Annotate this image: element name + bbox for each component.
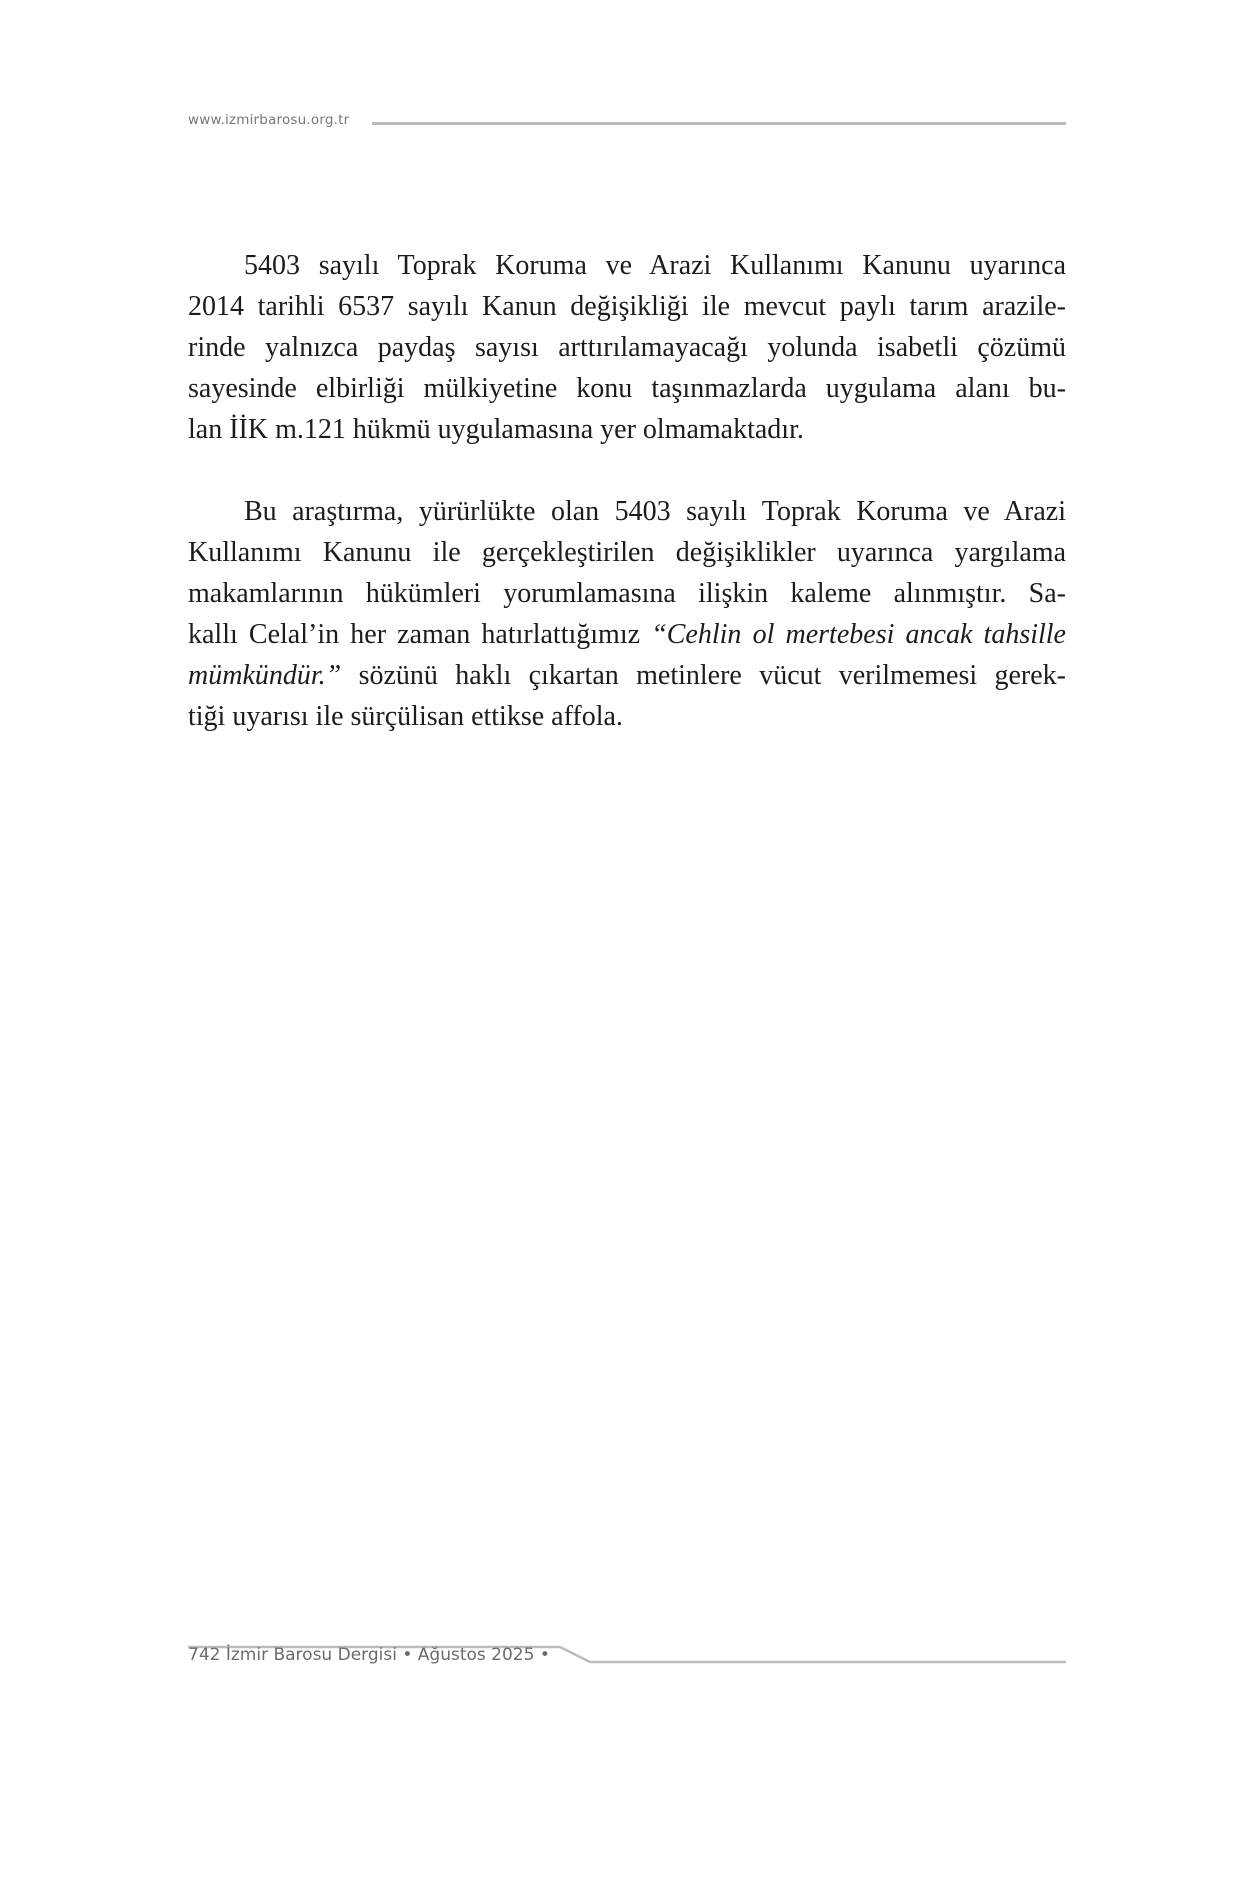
text-line: sayesinde elbirliği mülkiyetine konu taşınmazlarda uygulama alanı bu- xyxy=(188,373,1066,404)
text-line: lan İİK m.121 hükmü uygulamasına yer olmamaktadır. xyxy=(188,414,804,445)
journal-name: İzmir Barosu Dergisi xyxy=(225,1645,397,1665)
text-line: Kullanımı Kanunu ile gerçekleştirilen değişiklikler uyarınca yargılama xyxy=(188,537,1066,568)
text-line: 2014 tarihli 6537 sayılı Kanun değişikliği ile mevcut paylı tarım arazile- xyxy=(188,291,1066,322)
text-line: tiği uyarısı ile sürçülisan ettikse affola. xyxy=(188,701,623,732)
text-segment: sözünü haklı çıkartan metinlere vücut verilmemesi gerek- xyxy=(341,660,1066,691)
text-segment: kallı Celal’in her zaman hatırlattığımız xyxy=(188,619,652,650)
page-number: 742 xyxy=(188,1645,221,1665)
text-line: Bu araştırma, yürürlükte olan 5403 sayılı Toprak Koruma ve Arazi xyxy=(244,496,1066,527)
text-line: 5403 sayılı Toprak Koruma ve Arazi Kullanımı Kanunu uyarınca xyxy=(244,250,1066,281)
text-line: makamlarının hükümleri yorumlamasına ilişkin kaleme alınmıştır. Sa- xyxy=(188,578,1066,609)
issue-date: Ağustos 2025 xyxy=(417,1645,535,1665)
quote-italic: “Cehlin ol mertebesi ancak tahsille xyxy=(651,619,1066,650)
separator: • xyxy=(402,1645,413,1665)
header-url: www.izmirbarosu.org.tr xyxy=(188,112,350,128)
separator: • xyxy=(539,1645,550,1665)
text-line: rinde yalnızca paydaş sayısı arttırılamayacağı yolunda isabetli çözümü xyxy=(188,332,1066,363)
quote-italic: mümkündür.” xyxy=(188,660,342,691)
footer xyxy=(188,1645,550,1665)
